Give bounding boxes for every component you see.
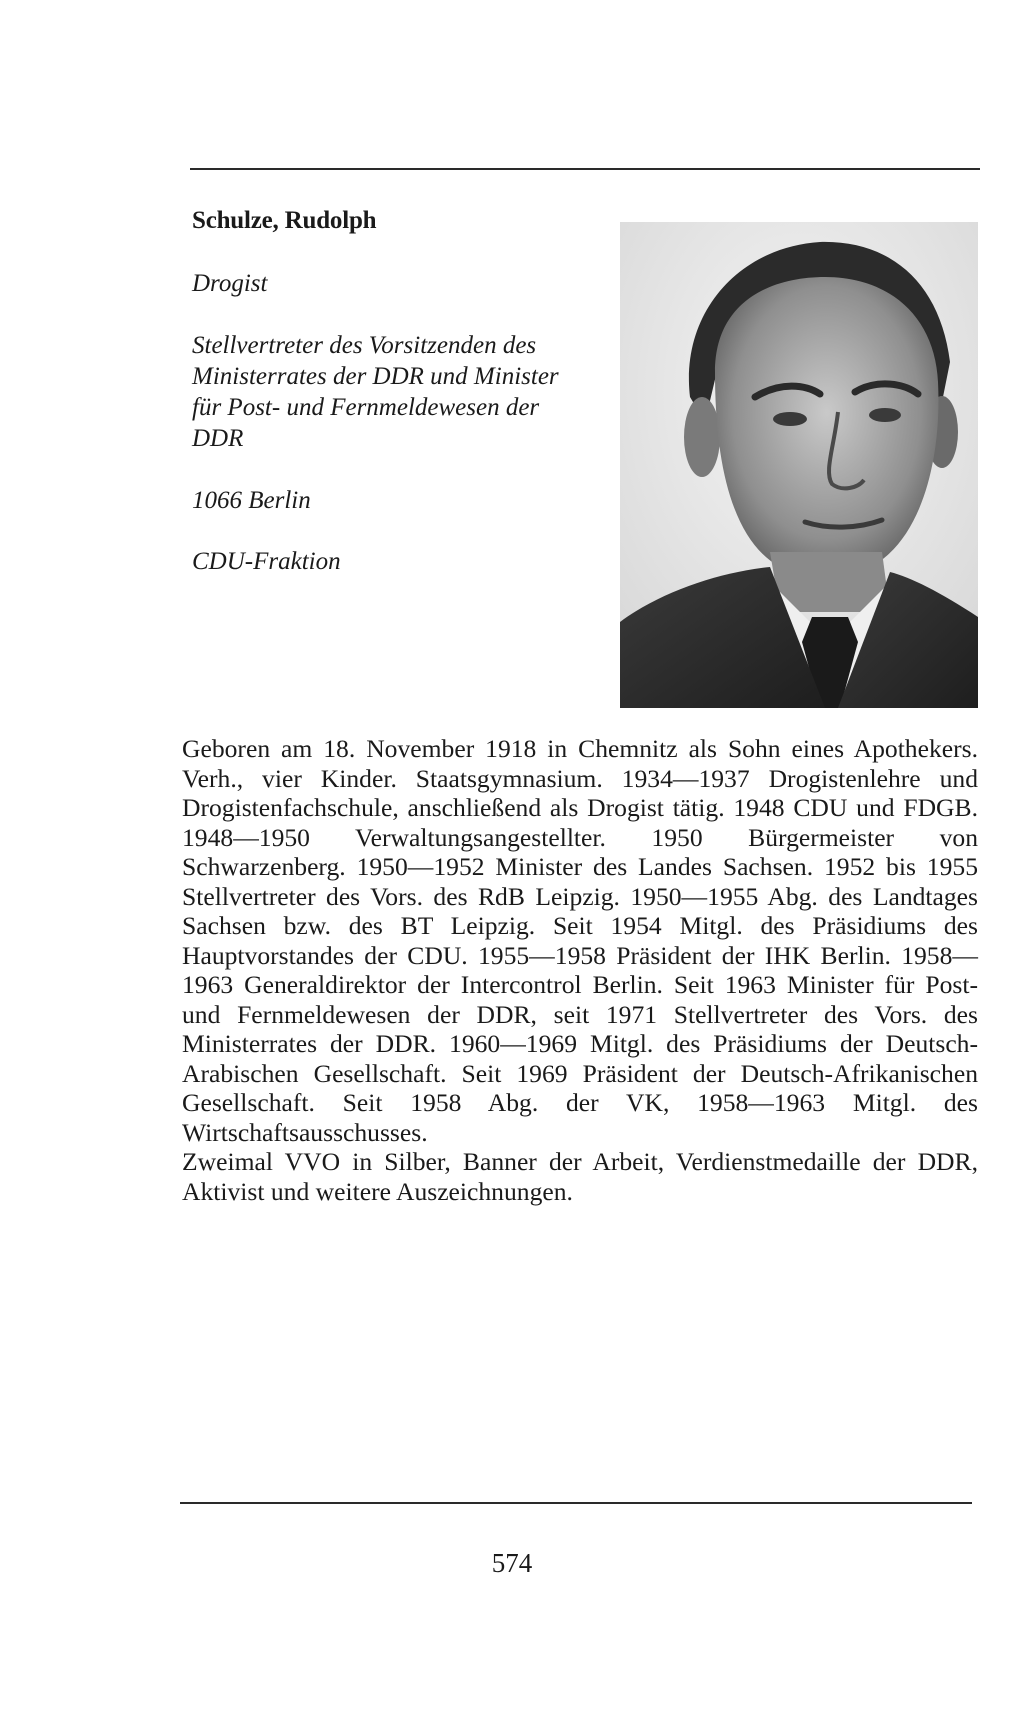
entry-faction: CDU-Fraktion [192, 548, 341, 575]
awards-paragraph: Zweimal VVO in Silber, Banner der Arbeit, Verdienstmedaille der DDR, Aktivist und weitere Auszeichnungen. [182, 1147, 978, 1206]
biography [182, 734, 978, 1206]
entry-name: Schulze, Rudolph [192, 207, 377, 234]
bottom-rule [180, 1502, 972, 1504]
entry-occupation: Drogist [192, 270, 268, 297]
entry-address: 1066 Berlin [192, 487, 311, 514]
biography-paragraph: Geboren am 18. November 1918 in Chemnitz als Sohn eines Apothekers. Verh., vier Kinder. Staatsgymnasium. 1934—1937 Drogistenlehre und Drogistenfachschule, anschließend als Drogist tätig. 1948 CDU und FDGB. 1948—1950 Verwaltungsangestellter. 1950 Bürgermeister von Schwarzenberg. 1950—1952 Minister des Landes Sachsen. 1952 bis 1955 Stellvertreter des Vors. des RdB Leipzig. 1950—1955 Abg. des Landtages Sachsen bzw. des BT Leipzig. Seit 1954 Mitgl. des Präsidiums des Hauptvorstandes der CDU. 1955—1958 Präsident der IHK Berlin. 1958—1963 Generaldirektor der Intercontrol Berlin. Seit 1963 Minister für Post- und Fernmeldewesen der DDR, seit 1971 Stellvertreter des Vors. des Ministerrates der DDR. 1960—1969 Mitgl. des Präsidiums der Deutsch-Arabischen Gesellschaft. Seit 1969 Präsident der Deutsch-Afrikanischen Gesellschaft. Seit 1958 Abg. der VK, 1958—1963 Mitgl. des Wirtschaftsausschusses. [182, 734, 978, 1147]
page-number: 574 [491, 1548, 533, 1578]
top-rule [190, 168, 980, 170]
entry-role: Stellvertreter des Vorsitzenden des Ministerrates der DDR und Minister für Post- und Fernmeldewesen der DDR [192, 332, 559, 452]
portrait-photo [620, 222, 978, 708]
